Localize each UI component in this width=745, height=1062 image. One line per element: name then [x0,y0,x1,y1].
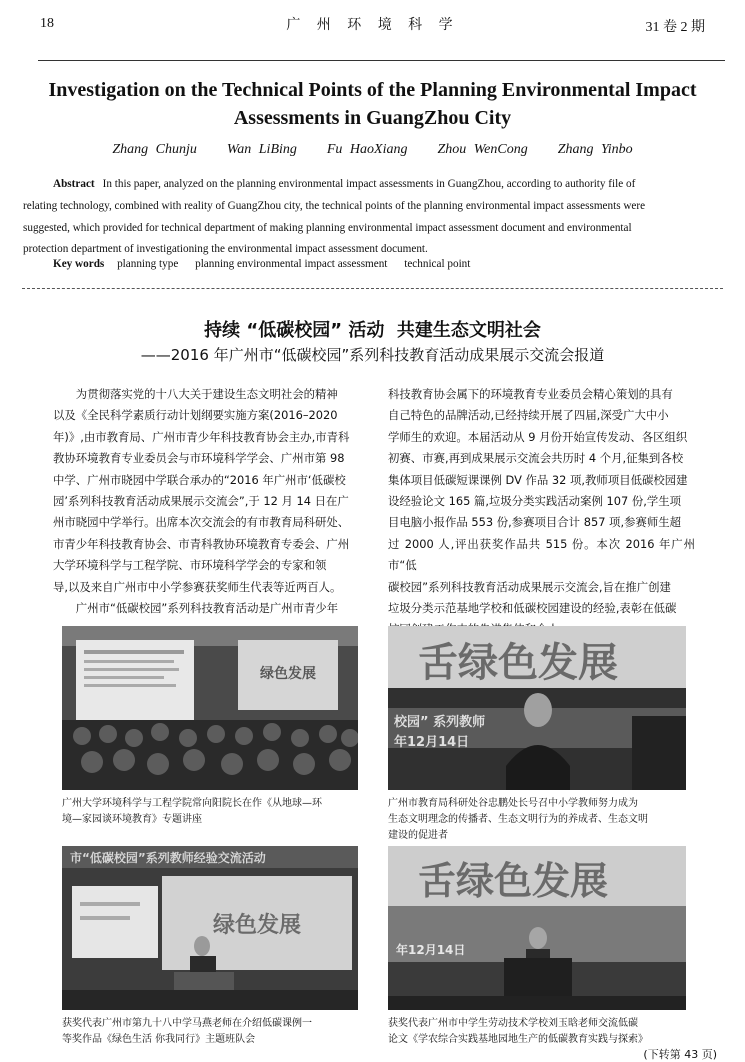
text-line: 年)》,由市教育局、广州市青少年科技教育协会主办,市青科 [53,429,350,444]
article-subtitle: ——2016 年广州市“低碳校园”系列科技教育活动成果展示交流会报道 [140,346,605,364]
abstract [23,174,723,261]
text-line: 碳校园”系列科技教育活动成果展示交流会,旨在推广创建 [388,579,671,594]
photo-speaker-caption [388,796,688,844]
keywords [53,258,484,270]
keyword: technical point [404,258,471,270]
keywords-label: Key words [53,258,105,270]
banner-date-text: 年12月14日 [394,735,470,750]
keyword: planning environmental impact assessment [195,258,388,270]
journal-name: 广 州 环 境 科 学 [286,17,459,33]
article-title: 持续 “低碳校园” 活动 共建生态文明社会 [204,320,541,341]
abstract-line-2: relating technology, combined with reality of GuangZhou city, the technical points of the planning environmental impact assessments were [23,199,646,212]
screen-text: 绿色发展 [260,666,316,682]
text-line: 垃圾分类示范基地学校和低碳校园建设的经验,表彰在低碳 [388,601,677,616]
volume-issue: 31 卷 2 期 [645,20,705,35]
abstract-line-3: suggested, which provided for technical department of making planning environmental impact assessment document and environmental [23,221,632,234]
photo-podium-illustration [388,846,686,1010]
caption-line: 获奖代表广州市中学生劳动技术学校刘玉晗老师交流低碳 [388,1018,638,1029]
photo-stage-teacher-caption [62,1016,362,1048]
text-line: 园’系列科技教育活动成果展示交流会”,于 12 月 14 日在广 [53,494,349,509]
photo-speaker [388,626,686,790]
text-line: 设经验论文 165 篇,垃圾分类实践活动案例 107 份,学生项 [388,494,682,509]
screen-text: 绿色发展 [212,913,302,938]
caption-line: 建设的促进者 [388,830,448,841]
photo-stage-illustration [62,846,358,1010]
banner-date-text: 年12月14日 [396,943,466,957]
abstract-label: Abstract [53,178,95,190]
caption-line: 获奖代表广州市第九十八中学马燕老师在介绍低碳课例一 [62,1018,312,1029]
banner-text: 舌绿色发展 [418,640,618,686]
photo-podium-teacher [388,846,686,1010]
text-line: 初赛、市赛,再到成果展示交流会共历时 4 个月,征集到各校 [388,451,684,466]
caption-line: 境—家园谈环境教育》专题讲座 [62,814,202,825]
text-line: 自己特色的品牌活动,已经持续开展了四届,深受广大中小 [388,408,669,423]
article-column-right [388,384,695,641]
caption-line: 生态文明理念的传播者、生态文明行为的养成者、生态文明 [388,814,648,825]
text-line: 学师生的欢迎。本届活动从 9 月份开始宣传发动、各区组织 [388,429,688,444]
text-line: 教协环境教育专业委员会与市环境科学学会、广州市第 98 [53,451,345,466]
article-column-left [53,384,360,619]
photo-speaker-illustration [388,626,686,790]
caption-line: 论文《学农综合实践基地园地生产的低碳教育实践与探索》 [388,1034,648,1045]
paper-title [30,76,715,132]
abstract-line-1 [53,174,723,196]
abstract-line-4: protection department of investigationing the environmental impact assessment document. [23,243,428,256]
caption-line: 广州大学环境科学与工程学院常向阳院长在作《从地球—环 [62,798,322,809]
caption-line: 等奖作品《绿色生活 你我同行》主题班队会 [62,1034,256,1045]
running-header [0,0,745,38]
continued-note: (下转第 43 页) [643,1048,717,1061]
keyword: planning type [117,258,179,270]
text-line: 科技教育协会属下的环境教育专业委员会精心策划的具有 [388,387,673,401]
banner-text: 市“低碳校园”系列教师经验交流活动 [70,851,266,865]
section-divider [22,288,723,297]
banner-text: 舌绿色发展 [418,859,609,903]
photo-lecture-illustration [62,626,358,790]
text-line: 广州市“低碳校园”系列科技教育活动是广州市青少年 [75,601,339,616]
text-line: 市青少年科技教育协会、市青科教协环境教育专委会、广州 [53,536,350,551]
abstract-text-1: In this paper, analyzed on the planning environmental impact assessments in GuangZhou, according to authority file of [102,178,636,190]
paper-title-line2: Assessments in GuangZhou City [233,107,512,129]
photo-lecture-caption [62,796,362,828]
banner-small-text: 校园” 系列教师 [394,715,486,730]
text-line: 大学环境科学与工程学院、市环境科学学会的专家和领 [53,558,327,573]
header-rule [38,60,725,61]
text-line: 州市晓园中学举行。出席本次交流会的有市教育局科研处、 [53,515,350,530]
paper-authors: Zhang Chunju Wan LiBing Fu HaoXiang Zhou WenCong Zhang Yinbo [112,142,633,157]
text-line: 为贯彻落实党的十八大关于建设生态文明社会的精神 [75,387,338,401]
photo-lecture [62,626,358,790]
text-line: 过 2000 人,评出获奖作品共 515 份。本次 2016 年广州市“低 [388,536,695,573]
caption-line: 广州市教育局科研处谷忠鹏处长号召中小学教师努力成为 [388,798,638,809]
text-line: 目电脑小报作品 553 份,参赛项目合计 857 项,参赛师生超 [388,515,682,530]
paper-title-line1: Investigation on the Technical Points of the Planning Environmental Impact [48,79,697,101]
page-number: 18 [40,16,54,31]
text-line: 中学、广州市晓园中学联合承办的“2016 年广州市‘低碳校 [53,472,346,487]
text-line: 集体项目低碳短课课例 DV 作品 32 项,教师项目低碳校园建 [388,472,688,487]
photo-stage-teacher [62,846,358,1010]
text-line: 以及《全民科学素质行动计划纲要实施方案(2016–2020 [53,408,338,423]
text-line: 导,以及来自广州市中小学参赛获奖师生代表等近两百人。 [53,579,342,594]
photo-podium-teacher-caption [388,1016,688,1048]
